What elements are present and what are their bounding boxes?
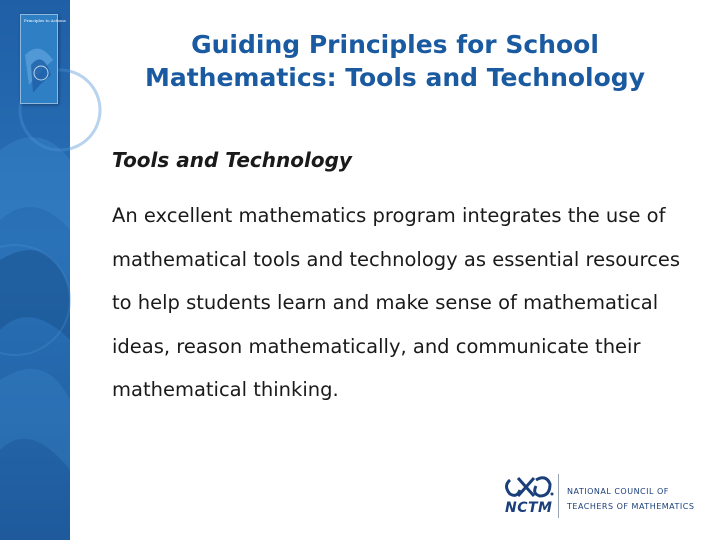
logo-divider (558, 474, 559, 518)
section-subtitle: Tools and Technology (112, 148, 352, 172)
decorative-sidebar (0, 0, 70, 540)
logo-organization-name (567, 484, 707, 514)
logo-name-line-1: NATIONAL COUNCIL OF (567, 487, 669, 496)
cover-art-icon (21, 15, 66, 103)
book-cover-thumbnail (20, 14, 66, 104)
slide-title: Guiding Principles for School Mathematics: Tools and Technology (144, 30, 645, 92)
book-cover-title: Principles to Actions (24, 18, 66, 23)
body-paragraph: An excellent mathematics program integrates the use of mathematical tools and technology as essential resources to help students learn and make sense of mathematical ideas, reason mathematically, and communicate their mathematical thinking. (112, 204, 680, 401)
logo-name-line-2: TEACHERS OF MATHEMATICS (567, 502, 695, 511)
logo-acronym: NCTM (505, 500, 553, 516)
nctm-logo (500, 472, 705, 522)
